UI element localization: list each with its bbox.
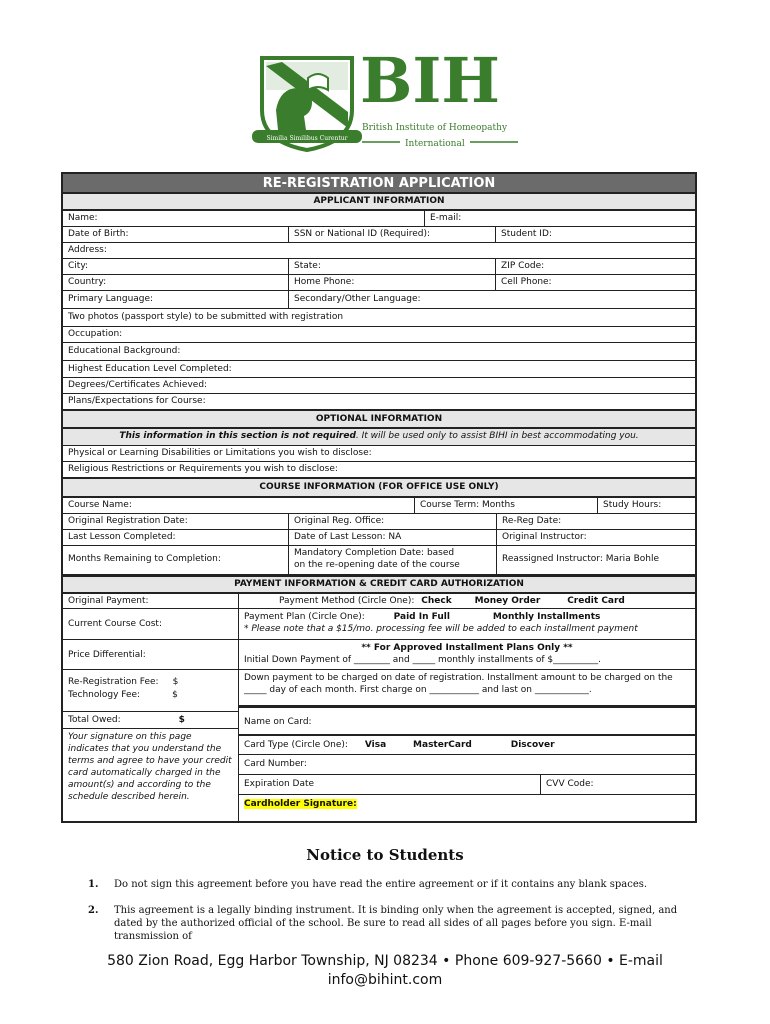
form-row: [61, 211, 697, 227]
optional-note-bold: This information in this section is not required: [119, 431, 356, 441]
orig-reg-office-field[interactable]: Original Reg. Office:: [288, 514, 496, 529]
form-row: [61, 291, 697, 309]
pp-monthly-option[interactable]: Monthly Installments: [492, 612, 601, 622]
installment-plan-field[interactable]: [239, 640, 695, 670]
bih-logo: [0, 50, 770, 160]
form-row: [61, 546, 697, 575]
price-diff-field[interactable]: Price Differential:: [63, 640, 238, 670]
payment-plan-field[interactable]: [239, 609, 695, 640]
highest-education-field[interactable]: Highest Education Level Completed:: [68, 364, 232, 374]
optional-note-rest: . It will be used only to assist BIHI in best accommodating you.: [355, 431, 639, 441]
rereg-fee-dollar: $: [172, 677, 179, 687]
name-field[interactable]: Name:: [68, 213, 98, 223]
card-type-field[interactable]: [239, 735, 695, 755]
last-lesson-field[interactable]: Last Lesson Completed:: [68, 532, 176, 542]
notice-item-number: 1.: [88, 879, 99, 890]
payment-block: [61, 594, 697, 823]
notice-item: [88, 878, 700, 891]
course-name-field[interactable]: Course Name:: [68, 500, 132, 510]
registration-form: [61, 172, 697, 823]
expiration-field[interactable]: Expiration Date: [239, 775, 541, 794]
study-hours-field[interactable]: Study Hours:: [597, 498, 695, 513]
primary-language-field[interactable]: Primary Language:: [68, 294, 154, 304]
ct-mastercard-option[interactable]: MasterCard: [413, 740, 472, 750]
notice-title: Notice to Students: [306, 846, 464, 864]
zip-field[interactable]: ZIP Code:: [495, 259, 695, 274]
form-row: [61, 309, 697, 327]
form-row: [61, 514, 697, 530]
form-row: [61, 530, 697, 546]
signature-note: Your signature on this page indicates that you understand the terms and agree to have your credit card automatically charged in the amount(s) and according to the schedule described herein.: [68, 732, 232, 802]
ct-visa-option[interactable]: Visa: [364, 740, 387, 750]
tech-fee-dollar: $: [172, 690, 178, 700]
education-field[interactable]: Educational Background:: [68, 346, 181, 356]
country-field[interactable]: Country:: [68, 277, 107, 287]
date-last-lesson-field[interactable]: Date of Last Lesson: NA: [288, 530, 496, 545]
approved-plans-label: ** For Approved Installment Plans Only **: [361, 643, 573, 653]
notice-item-text: Do not sign this agreement before you have read the entire agreement or if it contains any blank spaces.: [114, 879, 648, 890]
name-on-card-field[interactable]: Name on Card:: [239, 706, 695, 735]
notice-item: [88, 904, 700, 943]
religious-field[interactable]: Religious Restrictions or Requirements you wish to disclose:: [68, 464, 338, 474]
total-owed-dollar: $: [178, 715, 185, 725]
section-applicant-info: APPLICANT INFORMATION: [61, 194, 697, 211]
home-phone-field[interactable]: Home Phone:: [288, 275, 495, 290]
notice-item-text: This agreement is a legally binding instrument. It is binding only when the agreement is accepted, signed, and dated by the authorized official of the school. Be sure to read all sides of all pages before you sign. E-mail transmission of: [114, 905, 678, 942]
form-row: [61, 275, 697, 291]
cardholder-signature-field[interactable]: [239, 795, 695, 816]
form-row: [61, 394, 697, 411]
brand-text: BIH: [360, 50, 500, 117]
initial-down-text: Initial Down Payment of ________ and _____ monthly installments of $__________.: [244, 655, 601, 665]
payment-method-field[interactable]: [239, 594, 695, 609]
cvv-field[interactable]: CVV Code:: [546, 779, 594, 789]
form-title: RE-REGISTRATION APPLICATION: [61, 172, 697, 194]
total-owed-label: Total Owed:: [68, 715, 121, 725]
card-type-label: Card Type (Circle One):: [244, 740, 348, 750]
pm-check-option[interactable]: Check: [421, 596, 452, 606]
address-field[interactable]: Address:: [68, 245, 107, 255]
ssn-field[interactable]: SSN or National ID (Required):: [288, 227, 495, 242]
cardholder-signature-label: Cardholder Signature:: [244, 799, 357, 809]
optional-note: [61, 429, 697, 446]
section-course-info: COURSE INFORMATION (FOR OFFICE USE ONLY): [61, 479, 697, 498]
current-cost-field[interactable]: Current Course Cost:: [63, 609, 238, 640]
rereg-fee-label: Re-Registration Fee:: [68, 677, 159, 687]
fees-field[interactable]: [63, 670, 238, 712]
form-row: [61, 227, 697, 243]
payment-method-label: Payment Method (Circle One):: [279, 596, 415, 606]
pp-full-option[interactable]: Paid In Full: [393, 612, 450, 622]
form-row: [61, 378, 697, 394]
form-row: [61, 462, 697, 479]
total-owed-field[interactable]: [63, 712, 238, 729]
photos-note: Two photos (passport style) to be submitted with registration: [68, 312, 344, 322]
months-remaining-field[interactable]: Months Remaining to Completion:: [68, 554, 221, 564]
footer-contact: [0, 952, 770, 990]
form-row: [61, 498, 697, 514]
occupation-field[interactable]: Occupation:: [68, 329, 123, 339]
motto-text: Similia Similibus Curentur: [266, 135, 348, 142]
secondary-language-field[interactable]: Secondary/Other Language:: [288, 291, 695, 308]
city-field[interactable]: City:: [68, 261, 89, 271]
notice-item-number: 2.: [88, 905, 99, 916]
student-id-field[interactable]: Student ID:: [495, 227, 695, 242]
mandatory-completion-line2: on the re-opening date of the course: [294, 560, 460, 570]
footer-line1: 580 Zion Road, Egg Harbor Township, NJ 08234 • Phone 609-927-5660 • E-mail: [107, 953, 663, 969]
email-field[interactable]: E-mail:: [424, 211, 695, 226]
payment-right-column: [239, 594, 695, 821]
plans-field[interactable]: Plans/Expectations for Course:: [68, 396, 206, 406]
mandatory-completion-line1: Mandatory Completion Date: based: [294, 548, 455, 558]
orig-reg-date-field[interactable]: Original Registration Date:: [68, 516, 188, 526]
form-row: [61, 361, 697, 378]
rereg-date-field[interactable]: Re-Reg Date:: [496, 514, 695, 529]
expiration-row: [239, 775, 695, 795]
ct-discover-option[interactable]: Discover: [510, 740, 555, 750]
section-optional-info: OPTIONAL INFORMATION: [61, 411, 697, 429]
card-number-field[interactable]: Card Number:: [239, 755, 695, 775]
processing-fee-note: * Please note that a $15/mo. processing fee will be added to each installment payment: [244, 624, 638, 634]
form-row: [61, 343, 697, 361]
original-payment-field[interactable]: Original Payment:: [63, 594, 238, 609]
cell-phone-field[interactable]: Cell Phone:: [495, 275, 695, 290]
course-term-field[interactable]: Course Term: Months: [414, 498, 597, 513]
disabilities-field[interactable]: Physical or Learning Disabilities or Limitations you wish to disclose:: [68, 448, 372, 458]
form-row: [61, 259, 697, 275]
pm-credit-card-option[interactable]: Credit Card: [567, 596, 625, 606]
logo-graphic: [0, 50, 770, 160]
orig-instructor-field[interactable]: Original Instructor:: [496, 530, 695, 545]
form-row: [61, 243, 697, 259]
down-payment-terms: Down payment to be charged on date of registration. Installment amount to be charged on the _____ day of each month. First charge on ___________ and last on ____________.: [239, 670, 695, 706]
section-payment: PAYMENT INFORMATION & CREDIT CARD AUTHORIZATION: [61, 575, 697, 594]
dob-field[interactable]: Date of Birth:: [68, 229, 129, 239]
form-row: [61, 446, 697, 462]
pm-money-order-option[interactable]: Money Order: [474, 596, 541, 606]
tech-fee-label: Technology Fee:: [68, 690, 141, 700]
footer-line2[interactable]: info@bihint.com: [327, 972, 443, 988]
state-field[interactable]: State:: [288, 259, 495, 274]
mandatory-completion-field[interactable]: [288, 546, 496, 574]
form-row: [61, 327, 697, 343]
payment-plan-label: Payment Plan (Circle One):: [244, 612, 365, 622]
payment-left-column: [63, 594, 239, 821]
degrees-field[interactable]: Degrees/Certificates Achieved:: [68, 380, 208, 390]
reassigned-instructor-field[interactable]: Reassigned Instructor: Maria Bohle: [496, 546, 695, 574]
subtitle-line1: British Institute of Homeopathy: [362, 123, 508, 133]
subtitle-line2: International: [405, 139, 465, 149]
